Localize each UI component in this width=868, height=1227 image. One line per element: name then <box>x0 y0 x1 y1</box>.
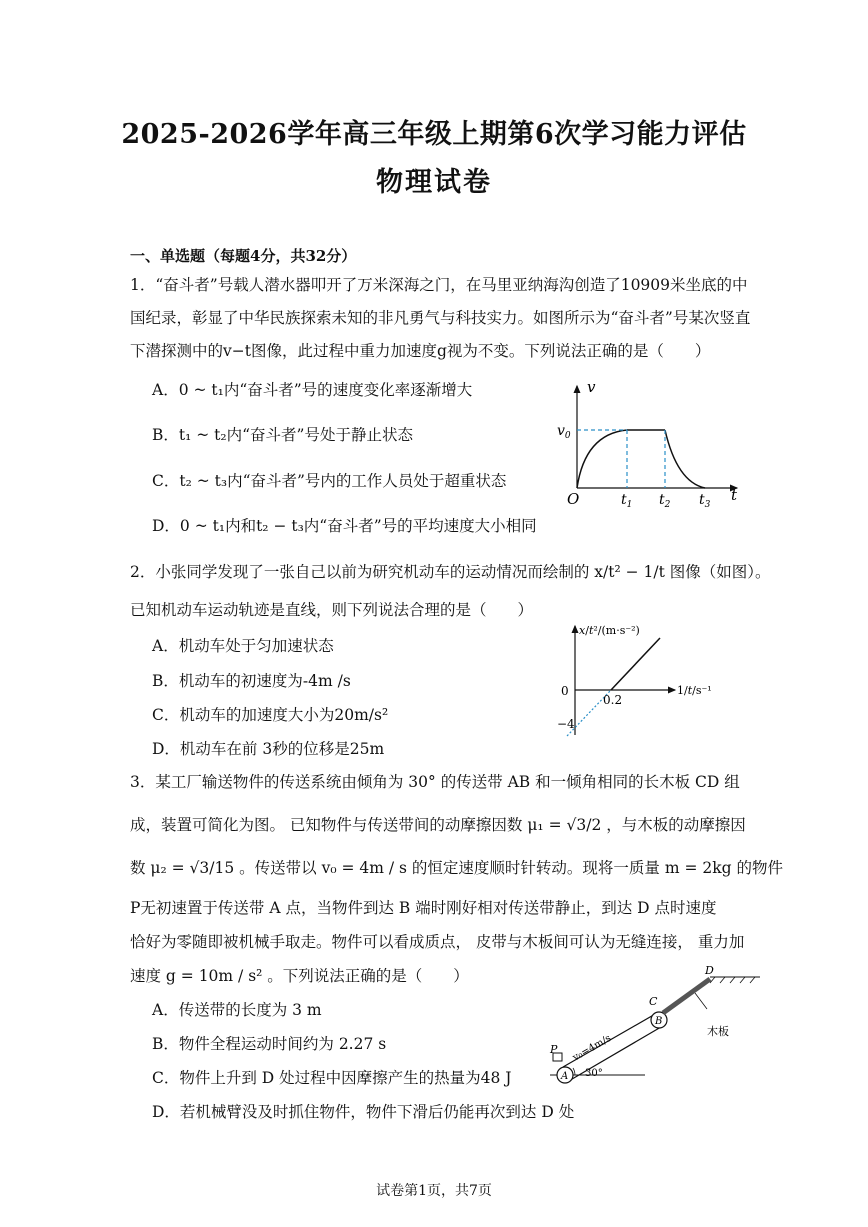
q3-stem-line6: 速度 g = 10m / s² 。下列说法正确的是（ ） <box>130 967 469 985</box>
q1-stem-line1: 1．“奋斗者”号载人潜水器叩开了万米深海之门，在马里亚纳海沟创造了10909米坐底的中 <box>130 276 748 294</box>
q1-option-b: B．t₁ ~ t₂内“奋斗者”号处于静止状态 <box>152 426 413 444</box>
q3-board-pointer <box>695 993 707 1009</box>
q1-option-a: A．0 ~ t₁内“奋斗者”号的速度变化率逐渐增大 <box>152 381 473 399</box>
exam-title: 2025-2026学年高三年级上期第6次学习能力评估 <box>121 119 747 150</box>
section-heading: 一、单选题（每题4分，共32分） <box>130 247 357 265</box>
q2-option-b: B．机动车的初速度为-4m /s <box>152 672 351 690</box>
q2-origin-label: 0 <box>561 684 569 698</box>
q2-option-c: C．机动车的加速度大小为20m/s² <box>152 706 389 724</box>
q1-vt-graph <box>555 378 745 508</box>
q2-option-a: A．机动车处于匀加速状态 <box>152 637 334 655</box>
q2-stem-line1: 2．小张同学发现了一张自己以前为研究机动车的运动情况而绘制的 x/t² − 1/t 图像（如图）。 <box>130 563 771 581</box>
q3-label-a: A <box>561 1071 569 1082</box>
q3-speed-label: v₀=4m/s <box>571 1032 614 1064</box>
q3-platform-hatch <box>710 977 755 983</box>
q1-origin-label: O <box>567 490 580 508</box>
q3-option-c: C．物件上升到 D 处过程中因摩擦产生的热量为48 J <box>152 1069 512 1087</box>
q2-graph <box>555 620 715 740</box>
q1-v0-label: $v_0$ <box>557 423 571 441</box>
q2-stem-line2: 已知机动车运动轨迹是直线，则下列说法合理的是（ ） <box>130 601 534 619</box>
q3-board <box>663 979 710 1013</box>
q2-y-tick: −4 <box>557 717 575 731</box>
q3-stem-line4: P无初速置于传送带 A 点，当物件到达 B 端时刚好相对传送带静止，到达 D 点时速度 <box>130 899 717 917</box>
q3-label-p: P <box>550 1043 558 1056</box>
q3-stem-line5: 恰好为零随即被机械手取走。物件可以看成质点， 皮带与木板间可认为无缝连接， 重力加 <box>130 933 745 951</box>
q1-t3-label: $t_3$ <box>699 492 711 508</box>
q1-curve-decel <box>665 430 705 488</box>
q3-option-a: A．传送带的长度为 3 m <box>152 1001 322 1019</box>
q3-option-b: B．物件全程运动时间约为 2.27 s <box>152 1035 387 1053</box>
q3-board-label: 木板 <box>707 1025 729 1038</box>
exam-subtitle: 物理试卷 <box>376 167 492 198</box>
q3-label-c: C <box>649 995 658 1008</box>
q3-stem-line2: 成，装置可简化为图。 已知物件与传送带间的动摩擦因数 μ₁ = √3/2 ，与木板的动摩擦因 <box>130 816 746 834</box>
q1-option-c: C．t₂ ~ t₃内“奋斗者”号内的工作人员处于超重状态 <box>152 472 507 490</box>
q1-curve-accel <box>577 430 627 488</box>
q2-y-label: x/t²/(m·s⁻²) <box>579 624 640 637</box>
q3-angle-label: 30° <box>585 1068 603 1079</box>
q3-label-d: D <box>705 965 714 977</box>
q3-option-d: D．若机械臂没及时抓住物件，物件下滑后仍能再次到达 D 处 <box>152 1103 575 1121</box>
q2-data-line <box>611 638 660 690</box>
q3-label-b: B <box>655 1016 663 1027</box>
q1-t2-label: $t_2$ <box>659 492 671 508</box>
q3-stem-line1: 3．某工厂输送物件的传送系统由倾角为 30° 的传送带 AB 和一倾角相同的长木板 CD 组 <box>130 773 740 791</box>
q3-stem-line3: 数 μ₂ = √3/15 。传送带以 v₀ = 4m / s 的恒定速度顺时针转动。现将一质量 m = 2kg 的物件 <box>130 859 783 877</box>
q2-x-tick: 0.2 <box>603 693 623 707</box>
q1-y-label: v <box>587 378 596 396</box>
q2-x-label: 1/t/s⁻¹ <box>677 684 712 697</box>
q3-conveyor-figure <box>545 965 765 1090</box>
q1-t1-label: $t_1$ <box>621 492 633 508</box>
q1-stem-line2: 国纪录，彰显了中华民族探索未知的非凡勇气与科技实力。如图所示为“奋斗者”号某次竖直 <box>130 309 751 327</box>
q1-x-label: t <box>731 486 738 504</box>
q1-stem-line3: 下潜探测中的v−t图像，此过程中重力加速度g视为不变。下列说法正确的是（ ） <box>130 342 711 360</box>
q1-option-d: D．0 ~ t₁内和t₂ − t₃内“奋斗者”号的平均速度大小相同 <box>152 517 537 535</box>
page-footer: 试卷第1页，共7页 <box>376 1183 492 1199</box>
q2-option-d: D．机动车在前 3秒的位移是25m <box>152 740 385 758</box>
